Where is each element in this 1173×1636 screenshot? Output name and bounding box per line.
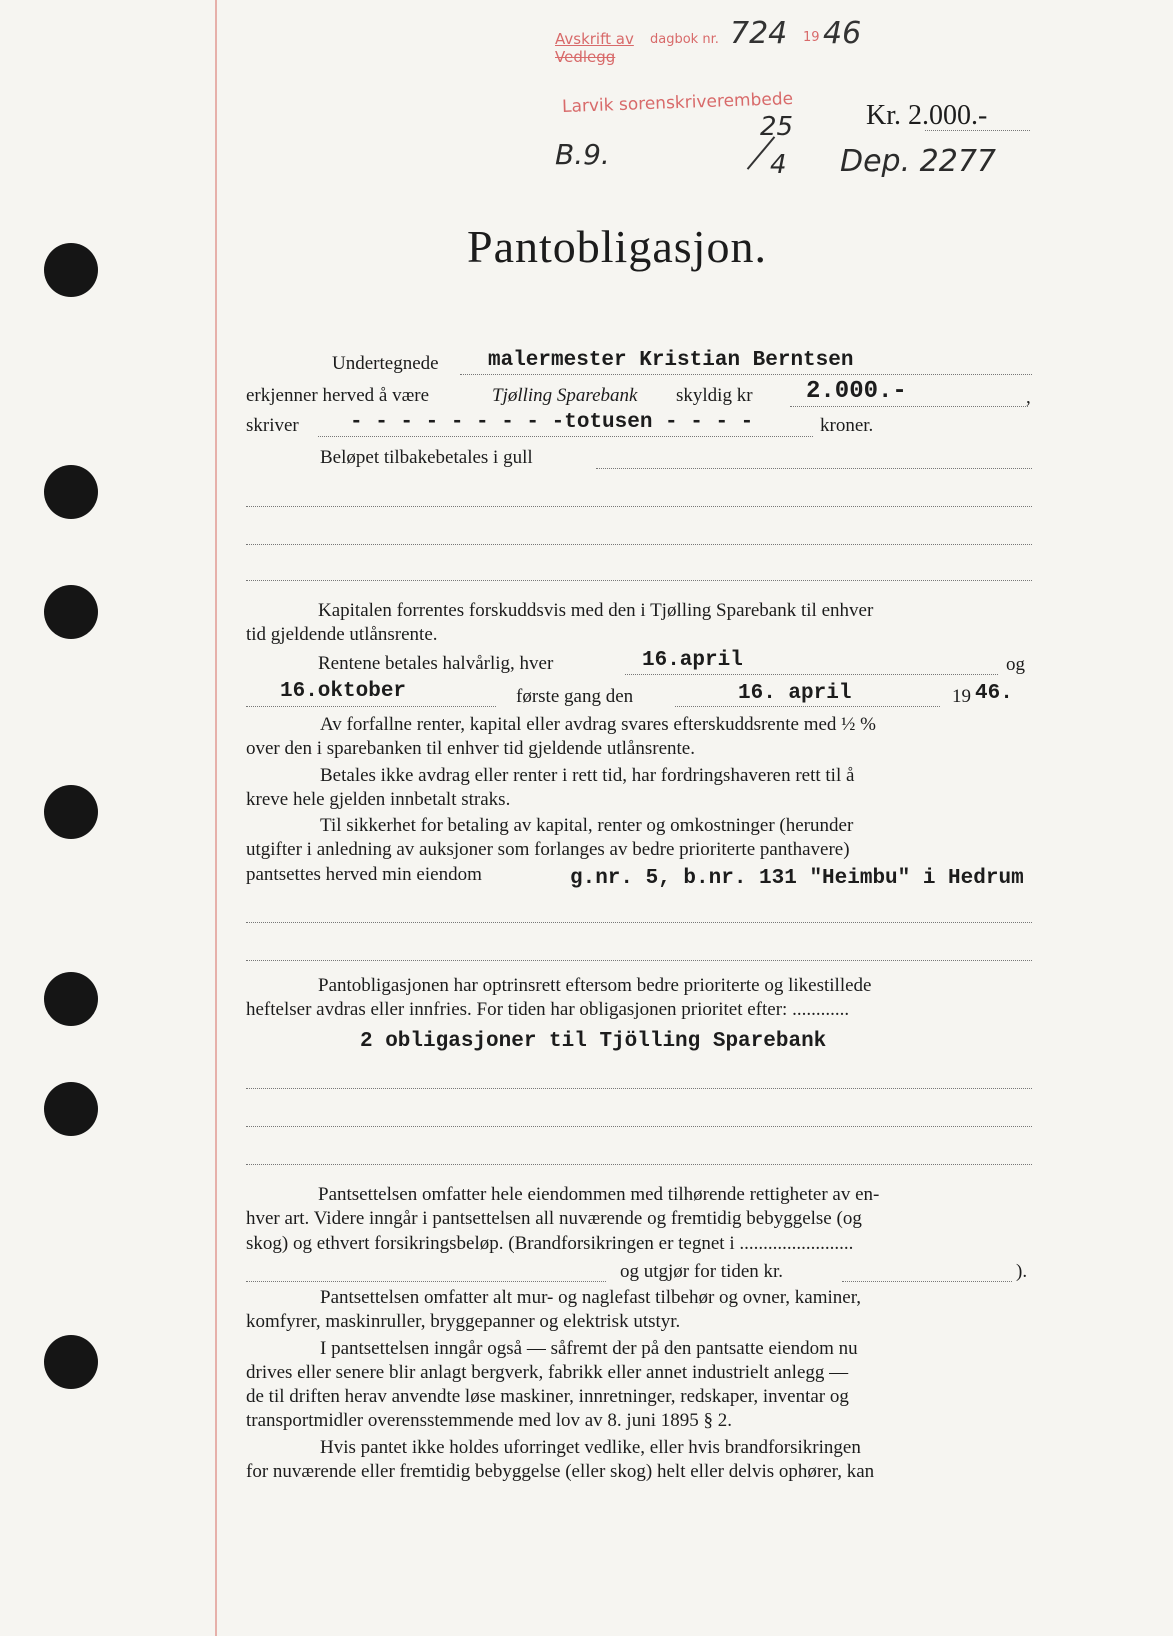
scope-line-4-end: ). (1016, 1261, 1028, 1282)
dotted-line (246, 922, 1032, 923)
scope-line-3: skog) og ethvert forsikringsbeløp. (Brandforsikringen er tegnet i (246, 1232, 735, 1254)
undertegnede-label: Undertegnede (332, 353, 439, 374)
dotted-line (246, 960, 1032, 961)
scope-paragraph (246, 1183, 1031, 1256)
handwritten-date-day: 25 (760, 112, 794, 142)
punch-hole (44, 465, 98, 519)
year-suffix: 46. (975, 682, 1013, 705)
security-line-2: utgifter i anledning av auksjoner som forlanges av bedre prioriterte panthavere) (246, 839, 850, 861)
dotted-line (246, 706, 496, 707)
handwritten-dep: Dep. 2277 (840, 144, 997, 179)
erkjenner-label: erkjenner herved å være (246, 385, 430, 406)
security-line-3: pantsettes herved min eiendom (246, 863, 482, 885)
handwritten-book: B.9. (555, 138, 610, 171)
punch-hole (44, 785, 98, 839)
dotted-line (246, 506, 1032, 507)
interest-line-2: tid gjeldende utlånsrente. (246, 624, 438, 646)
prior-obligations: 2 obligasjoner til Tjölling Sparebank (360, 1030, 827, 1053)
rentene-label: Rentene betales halvårlig, hver (318, 653, 554, 674)
stamp-office: Larvik sorenskriverembede (561, 88, 794, 118)
dotted-line (246, 580, 1032, 581)
late-interest-line-2: over den i sparebanken til enhver tid gjeldende utlånsrente. (246, 738, 695, 760)
creditor-name: Tjølling Sparebank (492, 385, 638, 406)
interest-date-2: 16.oktober (280, 680, 407, 703)
stamp-line2: Vedlegg (555, 48, 616, 66)
scope-line-4: og utgjør for tiden kr. (620, 1261, 784, 1282)
priority-line-1: Pantobligasjonen har optrinsrett eftersom bedre prioriterte og likestillede (318, 975, 872, 996)
default-line-1: Betales ikke avdrag eller renter i rett tid, har fordringshaveren rett til å (320, 764, 855, 786)
industry-line-3: de til driften herav anvendte løse maskiner, innretninger, redskaper, inventar og (246, 1386, 849, 1408)
punch-hole (44, 1335, 98, 1389)
dotted-line (246, 1088, 1032, 1089)
dotted-line (925, 130, 1030, 131)
skriver-label: skriver (246, 415, 299, 436)
skyldig-label: skyldig kr (676, 385, 753, 406)
priority-paragraph (246, 974, 1031, 1023)
handwritten-date-month: 4 (770, 150, 787, 180)
interest-date-1: 16.april (642, 649, 743, 672)
dotted-line (675, 706, 940, 707)
gull-label: Beløpet tilbakebetales i gull (320, 447, 533, 468)
property-description: g.nr. 5, b.nr. 131 "Heimbu" i Hedrum (570, 867, 1024, 890)
dotted-line (790, 406, 1028, 407)
security-line-1: Til sikkerhet for betaling av kapital, renter og omkostninger (herunder (320, 815, 854, 837)
debtor-name: malermester Kristian Berntsen (488, 349, 854, 372)
stamp-line1: Avskrift av (555, 30, 634, 48)
page-title: Pantobligasjon. (467, 221, 767, 272)
interest-line-1: Kapitalen forrentes forskuddsvis med den i Tjølling Sparebank til enhver (318, 600, 874, 621)
dotted-line (596, 468, 1032, 469)
kroner-label: kroner. (820, 415, 874, 436)
dotted-line (246, 1281, 606, 1282)
priority-dots: ............ (792, 999, 850, 1021)
dotted-line (842, 1281, 1012, 1282)
og-label: og (1006, 654, 1025, 675)
maintenance-line-2: for nuværende eller fremtidig bebyggelse (eller skog) helt eller delvis ophører, kan (246, 1461, 875, 1483)
sum-in-words: - - - - - - - - -totusen - - - - (350, 411, 754, 434)
scope-line-2: hver art. Videre inngår i pantsettelsen all nuværende og fremtidig bebyggelse (og (246, 1208, 862, 1230)
scope-line-3-dots: ........................ (739, 1232, 854, 1254)
comma: , (1026, 387, 1031, 408)
industry-line-4: transportmidler overensstemmende med lov av 8. juni 1895 § 2. (246, 1410, 732, 1432)
dotted-line (246, 1164, 1032, 1165)
dotted-line (625, 674, 998, 675)
margin-rule (215, 0, 217, 1636)
sum-amount: 2.000.- (806, 378, 907, 405)
punch-hole (44, 1082, 98, 1136)
forste-gang-label: første gang den (516, 686, 634, 707)
dotted-line (460, 374, 1032, 375)
fixtures-line-2: komfyrer, maskinruller, bryggepanner og elektrisk utstyr. (246, 1311, 681, 1333)
first-payment-date: 16. april (738, 682, 852, 705)
late-interest-line-1: Av forfallne renter, kapital eller avdrag svares efterskuddsrente med ½ % (320, 714, 876, 735)
priority-line-2: heftelser avdras eller innfries. For tiden har obligasjonen prioritet efter: (246, 999, 788, 1021)
dotted-line (246, 1126, 1032, 1127)
amount-header: Kr. 2.000.- (866, 100, 988, 131)
stamp-year-suffix: 46 (823, 16, 862, 51)
scope-paragraph-2 (246, 1286, 1031, 1484)
interest-terms (246, 713, 1031, 887)
stamp-year-prefix: 19 (803, 30, 820, 45)
year-prefix: 19 (952, 686, 971, 707)
stamp-dagbok: dagbok nr. (650, 32, 719, 47)
stamp-dagbok-number: 724 (730, 16, 788, 51)
default-line-2: kreve hele gjelden innbetalt straks. (246, 788, 511, 810)
dotted-line (246, 544, 1032, 545)
punch-hole (44, 243, 98, 297)
industry-line-1: I pantsettelsen inngår også — såfremt der på den pantsatte eiendom nu (320, 1337, 858, 1359)
scope-line-1: Pantsettelsen omfatter hele eiendommen med tilhørende rettigheter av en- (318, 1184, 880, 1205)
dotted-line (318, 436, 813, 437)
fixtures-line-1: Pantsettelsen omfatter alt mur- og naglefast tilbehør og ovner, kaminer, (320, 1287, 862, 1308)
interest-paragraph (246, 599, 1031, 648)
punch-hole (44, 972, 98, 1026)
punch-hole (44, 585, 98, 639)
maintenance-line-1: Hvis pantet ikke holdes uforringet vedlike, eller hvis brandforsikringen (320, 1436, 861, 1458)
industry-line-2: drives eller senere blir anlagt bergverk, fabrikk eller annet industrielt anlegg — (246, 1361, 849, 1383)
